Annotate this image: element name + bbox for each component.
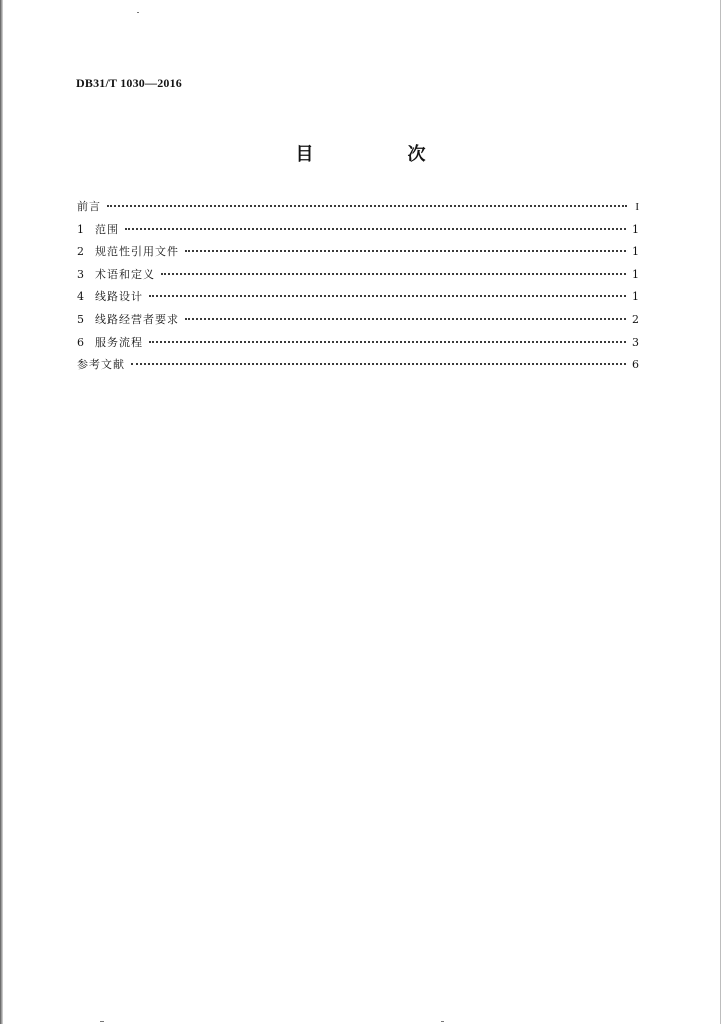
toc-entry-page: 1	[632, 290, 639, 304]
toc-entry-text: 线路设计	[95, 290, 143, 304]
toc-dot-leader	[131, 363, 626, 365]
toc-entry-text: 范围	[95, 222, 119, 236]
toc-entry-text: 服务流程	[95, 335, 143, 349]
toc-entry-1[interactable]	[77, 223, 639, 246]
toc-entry-text: 规范性引用文件	[95, 245, 179, 259]
toc-entry-page: I	[635, 201, 639, 213]
toc-dot-leader	[125, 228, 626, 230]
scan-speck	[441, 1021, 444, 1022]
toc-entry-text: 线路经营者要求	[95, 312, 179, 326]
toc-entry-text: 参考文献	[77, 358, 125, 372]
toc-dot-leader	[185, 318, 626, 320]
toc-dot-leader	[185, 250, 626, 252]
toc-entry-page: 1	[632, 267, 639, 281]
toc-dot-leader	[149, 341, 626, 343]
toc-entry-page: 6	[632, 358, 639, 372]
toc-entry-number: 2	[77, 245, 84, 259]
toc-entry-number: 1	[77, 222, 84, 236]
toc-entry-6[interactable]	[77, 336, 639, 359]
scan-speck	[100, 1021, 104, 1022]
toc-entry-page: 1	[632, 222, 639, 236]
toc-entry-number: 5	[77, 312, 84, 326]
toc-entry-references[interactable]	[77, 358, 639, 381]
toc-dot-leader	[107, 205, 627, 207]
toc-entry-3[interactable]	[77, 268, 639, 291]
toc-entry-2[interactable]	[77, 245, 639, 268]
toc-entry-number: 4	[77, 290, 84, 304]
toc-entry-page: 1	[632, 245, 639, 259]
toc-dot-leader	[149, 295, 626, 297]
toc-entry-preface[interactable]	[77, 200, 639, 223]
toc-entry-5[interactable]	[77, 313, 639, 336]
document-code: DB31/T 1030—2016	[76, 76, 182, 90]
toc-title: 目 次	[295, 144, 464, 165]
toc-entry-number: 3	[77, 267, 84, 281]
toc-entry-text: 术语和定义	[95, 267, 155, 281]
scan-speck	[137, 12, 139, 13]
toc-entry-number: 6	[77, 335, 84, 349]
table-of-contents	[77, 200, 639, 381]
toc-entry-page: 3	[632, 335, 639, 349]
toc-entry-4[interactable]	[77, 290, 639, 313]
toc-dot-leader	[161, 273, 626, 275]
toc-entry-text: 前言	[77, 200, 101, 213]
toc-entry-page: 2	[632, 312, 639, 326]
